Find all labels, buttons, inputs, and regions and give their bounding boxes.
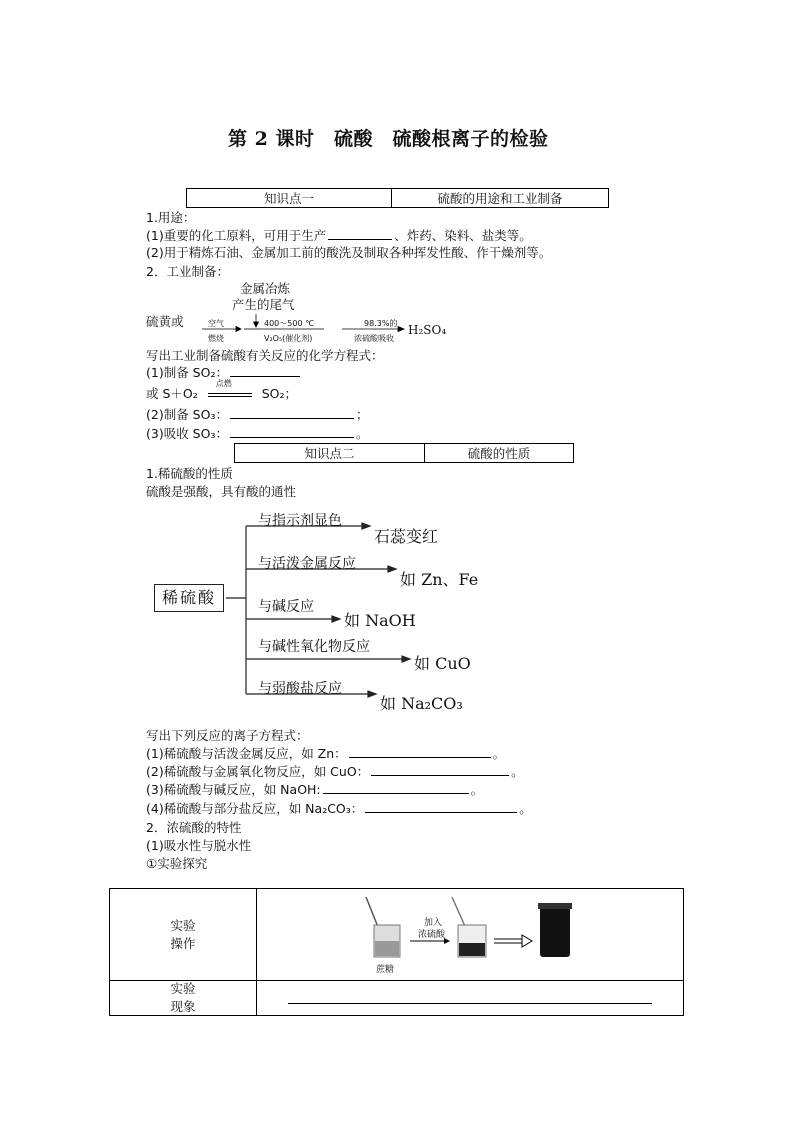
tail-gas-line2: 产生的尾气 — [232, 297, 295, 312]
branch-result-2: 如 Zn、Fe — [400, 570, 479, 589]
use-2: (2)用于精炼石油、金属加工前的酸洗及制取各种挥发性酸、作干燥剂等。 — [146, 245, 552, 260]
equation-1-alt: 或 S＋O₂ 点燃 SO₂； — [146, 385, 297, 403]
arrow2-top: 400～500 ℃ — [264, 319, 315, 328]
branch-result-5: 如 Na₂CO₃ — [380, 694, 463, 713]
ionic-heading: 写出下列反应的离子方程式： — [146, 728, 309, 743]
arrow3-bottom: 浓硫酸吸收 — [354, 334, 394, 343]
explore-heading: ①实验探究 — [146, 856, 208, 871]
branch-label-3: 与碱反应 — [258, 599, 314, 615]
branch-result-4: 如 CuO — [414, 654, 471, 673]
conc-heading: 2．浓硫酸的特性 — [146, 820, 242, 835]
row-phenomenon-label: 实验 现象 — [170, 981, 196, 1014]
branch-label-1: 与指示剂显色 — [258, 513, 342, 529]
conc-sub: (1)吸水性与脱水性 — [146, 838, 252, 853]
flow-arrows — [146, 278, 466, 348]
equation-3: (3)吸收 SO₃： 。 — [146, 426, 369, 441]
dilute-desc: 硫酸是强酸，具有酸的通性 — [146, 484, 297, 499]
knowledge-point-2-header — [234, 443, 574, 463]
dilute-acid-diagram — [150, 508, 490, 718]
industrial-flow-diagram — [146, 278, 466, 348]
arrow1-top: 空气 — [208, 319, 224, 328]
tail-gas-line1: 金属冶炼 — [240, 281, 291, 296]
knowledge-point-2-label: 知识点二 — [235, 444, 425, 462]
experiment-table — [109, 888, 684, 1016]
row-operation-label: 实验 操作 — [170, 918, 196, 951]
equation-heading: 写出工业制备硫酸有关反应的化学方程式： — [146, 348, 384, 363]
ionic-3: (3)稀硫酸与碱反应，如 NaOH: 。 — [146, 782, 484, 797]
arrow3-top: 98.3%的 — [364, 319, 398, 328]
use-1: (1)重要的化工原料，可用于生产 、炸药、染料、盐类等。 — [146, 228, 532, 243]
arrow2-bottom: V₂O₅(催化剂) — [264, 334, 313, 343]
diagram-root: 稀硫酸 — [154, 584, 224, 612]
equation-1-condition: 点燃 — [215, 379, 232, 388]
equation-3-blank[interactable] — [230, 425, 354, 438]
knowledge-point-1-label: 知识点一 — [187, 189, 392, 207]
table-col-divider — [256, 889, 257, 1015]
branch-label-5: 与弱酸盐反应 — [258, 681, 342, 697]
add-acid-label-1: 加入 — [424, 918, 443, 928]
equation-2: (2)制备 SO₃： ； — [146, 407, 369, 422]
ionic-4: (4)稀硫酸与部分盐反应，如 Na₂CO₃： 。 — [146, 801, 532, 816]
ionic-1-blank[interactable] — [349, 745, 491, 758]
equation-1: (1)制备 SO₂： — [146, 364, 302, 382]
dilute-heading: 1.稀硫酸的性质 — [146, 466, 233, 481]
arrow1-bottom: 燃烧 — [208, 334, 224, 343]
ionic-4-blank[interactable] — [365, 800, 517, 813]
knowledge-point-2-name: 硫酸的性质 — [467, 446, 531, 461]
branch-result-1: 石蕊变红 — [374, 527, 439, 546]
ionic-1: (1)稀硫酸与活泼金属反应，如 Zn： 。 — [146, 746, 506, 761]
branch-result-3: 如 NaOH — [344, 611, 416, 630]
ionic-2: (2)稀硫酸与金属氧化物反应，如 CuO： 。 — [146, 764, 524, 779]
prep-heading: 2．工业制备： — [146, 264, 229, 279]
flow-product: H₂SO₄ — [408, 323, 447, 337]
knowledge-point-1-header — [186, 188, 609, 208]
equation-2-blank[interactable] — [230, 406, 354, 419]
equation-1-blank[interactable] — [230, 364, 300, 377]
ionic-2-blank[interactable] — [371, 763, 509, 776]
knowledge-point-1-name: 硫酸的用途和工业制备 — [437, 191, 563, 206]
uses-heading: 1.用途： — [146, 210, 196, 225]
branch-label-2: 与活泼金属反应 — [258, 556, 356, 572]
add-acid-label-2: 浓硫酸 — [418, 930, 446, 940]
sucrose-label: 蔗糖 — [376, 965, 395, 975]
use-1-blank[interactable] — [328, 227, 392, 240]
flow-start: 硫黄或 — [146, 314, 184, 329]
page-title: 第 2 课时 硫酸 硫酸根离子的检验 — [228, 128, 549, 150]
sucrose-experiment-illustration — [360, 893, 600, 977]
ionic-3-blank[interactable] — [323, 781, 469, 794]
equation-1-arrow — [208, 393, 252, 397]
phenomenon-blank[interactable] — [288, 1003, 652, 1004]
branch-label-4: 与碱性氧化物反应 — [258, 639, 370, 655]
